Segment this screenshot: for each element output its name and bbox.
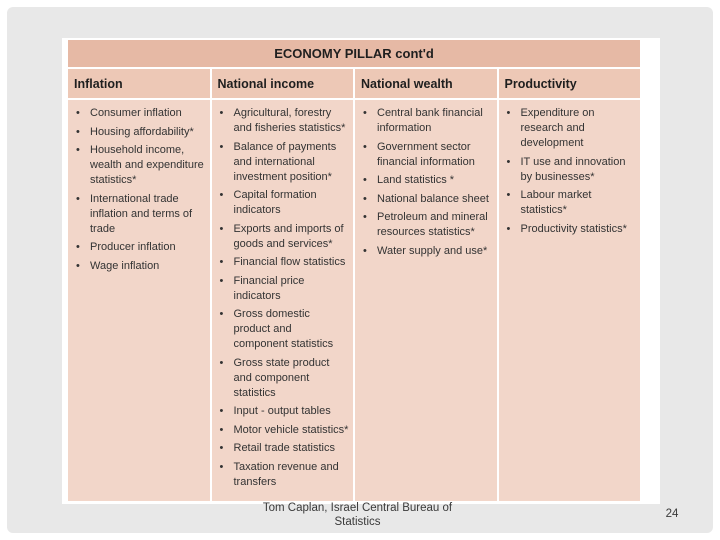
- list-item: • Labour market statistics*: [505, 188, 637, 218]
- column-body: [499, 100, 641, 501]
- list-item: • Land statistics *: [361, 173, 493, 188]
- list-item: • Retail trade statistics: [218, 441, 350, 456]
- list-item: • Financial price indicators: [218, 274, 350, 304]
- list-item: • Wage inflation: [74, 259, 206, 274]
- bullet-list: [218, 106, 350, 490]
- list-item: • Water supply and use*: [361, 244, 493, 259]
- list-item: • Agricultural, forestry and fisheries statistics*: [218, 106, 350, 136]
- list-item: • Government sector financial information: [361, 140, 493, 170]
- list-item: • Productivity statistics*: [505, 222, 637, 237]
- table-column: [499, 69, 641, 501]
- list-item: • IT use and innovation by businesses*: [505, 155, 637, 185]
- footer-author: Tom Caplan, Israel Central Bureau of Statistics: [262, 502, 453, 528]
- list-item: • Consumer inflation: [74, 106, 206, 121]
- column-header: Inflation: [68, 69, 210, 98]
- list-item: • National balance sheet: [361, 192, 493, 207]
- economy-pillar-table: [62, 38, 660, 504]
- column-header: National wealth: [355, 69, 497, 98]
- list-item: • Balance of payments and international investment position*: [218, 140, 350, 185]
- list-item: • Gross state product and component statistics: [218, 356, 350, 401]
- page-number: 24: [665, 508, 679, 520]
- table-column: [355, 69, 497, 501]
- list-item: • Gross domestic product and component statistics: [218, 307, 350, 352]
- column-body: [355, 100, 497, 501]
- list-item: • Motor vehicle statistics*: [218, 423, 350, 438]
- list-item: • Petroleum and mineral resources statistics*: [361, 210, 493, 240]
- bullet-list: [505, 106, 637, 237]
- column-body: [212, 100, 354, 501]
- column-body: [68, 100, 210, 501]
- list-item: • International trade inflation and terms of trade: [74, 192, 206, 237]
- bullet-list: [74, 106, 206, 274]
- column-header: Productivity: [499, 69, 641, 98]
- table-title: ECONOMY PILLAR cont'd: [68, 40, 640, 67]
- list-item: • Financial flow statistics: [218, 255, 350, 270]
- list-item: • Producer inflation: [74, 240, 206, 255]
- list-item: • Household income, wealth and expenditure statistics*: [74, 143, 206, 188]
- column-header: National income: [212, 69, 354, 98]
- list-item: • Exports and imports of goods and services*: [218, 222, 350, 252]
- list-item: • Housing affordability*: [74, 125, 206, 140]
- table-columns: [68, 69, 640, 501]
- bullet-list: [361, 106, 493, 259]
- list-item: • Capital formation indicators: [218, 188, 350, 218]
- table-column: [212, 69, 354, 501]
- list-item: • Central bank financial information: [361, 106, 493, 136]
- table-column: [68, 69, 210, 501]
- list-item: • Input - output tables: [218, 404, 350, 419]
- list-item: • Taxation revenue and transfers: [218, 460, 350, 490]
- list-item: • Expenditure on research and development: [505, 106, 637, 151]
